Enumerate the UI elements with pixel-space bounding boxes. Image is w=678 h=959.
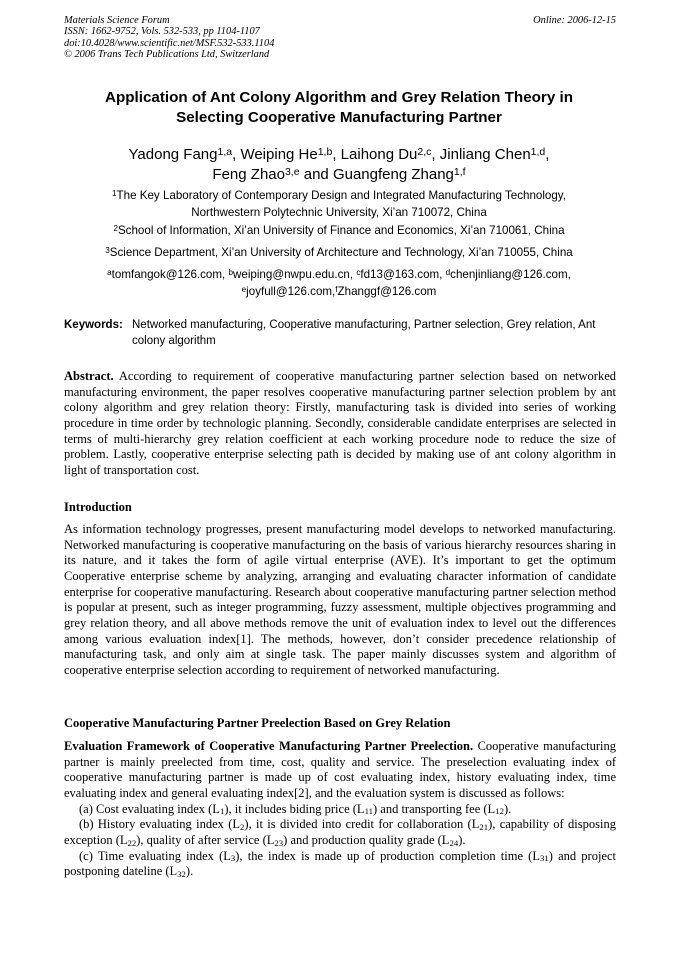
email-address: tomfangok@126.com, [111, 268, 226, 281]
author-name: Weiping He [240, 146, 318, 163]
email-sup: f [335, 284, 338, 294]
affiliation-text: The Key Laboratory of Contemporary Design and Integrated Manufacturing Technology, [116, 189, 566, 202]
subscript: 23 [274, 837, 284, 848]
journal-issn: ISSN: 1662-9752, Vols. 532-533, pp 1104-1107 [64, 26, 260, 38]
list-text: ). [458, 832, 466, 847]
affiliation-1 [40, 188, 638, 221]
journal-name: Materials Science Forum [64, 15, 170, 26]
affiliation-2 [40, 223, 638, 240]
journal-doi: doi:10.4028/www.scientific.net/MSF.532-533.1104 [64, 37, 275, 49]
list-text: ) and production quality grade (L [283, 832, 450, 847]
author-name: Yadong Fang [128, 146, 218, 163]
title-line-1: Application of Ant Colony Algorithm and Grey Relation Theory in [104, 89, 573, 106]
author-emails [40, 267, 638, 300]
author-and: and [303, 165, 329, 183]
author-name: Guangfeng Zhang [332, 165, 454, 183]
subscript: 12 [495, 806, 504, 817]
abstract-label: Abstract. [64, 369, 114, 383]
title-line-2: Selecting Cooperative Manufacturing Partner [176, 108, 502, 126]
abstract [64, 369, 616, 479]
introduction-heading: Introduction [64, 500, 132, 514]
section-text: Cooperative manufacturing partner is mainly preelected from time, cost, quality and service. The preselection evaluating index of cooperative manufacturing partner is made up of cost evaluating index, history evaluating index, time evaluating index and general evaluating index[2], and the evaluation system is discussed as follows: [64, 739, 617, 800]
list-text: ), capability of disposing exception (L [64, 817, 616, 847]
affiliation-text: Science Department, Xi’an University of Architecture and Technology, Xi’an 710055, China [109, 246, 573, 259]
journal-header [64, 15, 616, 61]
author-sup: 1,f [453, 165, 466, 178]
author-name: Jinliang Chen [439, 146, 531, 163]
subscript: 1 [219, 806, 225, 817]
paper-title [40, 88, 638, 127]
author-sup: 2,c [417, 146, 432, 159]
section-body [64, 739, 616, 880]
author-sup: 1,d [530, 146, 546, 159]
list-item-a [64, 802, 616, 818]
email-sup: c [356, 268, 361, 278]
list-text: ). [185, 864, 194, 879]
list-text: ), quality of after service (L [136, 832, 275, 847]
abstract-text: According to requirement of cooperative manufacturing partner selection based on networked manufacturing environment, the paper resolves cooperative manufacturing partner selection problem by ant colony algorithm and grey relation theory: Firstly, manufacturing task is divided into series of working procedure in time order by technologic planning. Secondly, considerable candidate enterprises are selected in terms of multi-hierarchy grey relation coefficient at each working procedure node to reduce the size of problem. Lastly, cooperative enterprise selecting path is decided by making use of ant colony algorithm in light of transportation cost. [64, 369, 617, 477]
journal-copyright: © 2006 Trans Tech Publications Ltd, Switzerland [64, 49, 270, 61]
email-sup: a [107, 268, 112, 278]
email-address: joyfull@126.com, [246, 284, 336, 298]
affiliation-number: 1 [112, 189, 117, 199]
keywords [64, 318, 616, 349]
list-text: ), the index is made up of production completion time (L [235, 848, 540, 863]
email-address: chenjinliang@126.com, [450, 268, 571, 281]
keywords-label: Keywords: [64, 319, 123, 331]
list-text: (a) Cost evaluating index (L [79, 801, 220, 816]
author-sup: 3,e [284, 165, 300, 178]
subscript: 32 [177, 869, 186, 879]
list-text: (c) Time evaluating index (L [79, 848, 231, 863]
online-date: Online: 2006-12-15 [533, 15, 616, 26]
email-sup: e [241, 284, 247, 294]
affiliation-3 [40, 245, 638, 262]
subsection-heading: Evaluation Framework of Cooperative Manufacturing Partner Preelection. [64, 739, 474, 753]
email-address: Zhanggf@126.com [337, 284, 437, 298]
author-sup: 1,a [217, 146, 233, 159]
list-text: (b) History evaluating index (L [79, 817, 241, 832]
section-heading: Cooperative Manufacturing Partner Preelection Based on Grey Relation [64, 716, 451, 730]
email-address: fd13@163.com, [360, 268, 443, 281]
list-text: ). [503, 801, 512, 816]
introduction-text: As information technology progresses, present manufacturing model develops to networked manufacturing. Networked manufacturing is cooperative manufacturing on the basis of various hierarchy resources sharing in its nature, and it takes the form of agile virtual enterprise (AVE). It’s important to get the optimum Cooperative enterprise scheme by analyzing, arranging and evaluating character information of candidate enterprise for cooperative manufacturing. Research about cooperative manufacturing partner selection method is popular at present, such as integer programming, fuzzy assessment, multiple objectives programming and grey relation theory, and all above methods remove the unit of evaluation index to level out the differences among various evaluation index[1]. The methods, however, don’t consider precedence relationship of manufacturing task, and only aim at single task. The paper mainly discusses system and algorithm of cooperative enterprise selection according to requirement of networked manufacturing. [64, 522, 616, 677]
subscript: 22 [127, 837, 137, 848]
author-list: Yadong Fang$^{1,a}$, Weiping He$^{1,b}$, Laihong Du$^{2,c}$, Jinliang Chen$^{1,d}$, Feng Zhao$^{3,e}$ and Guangfeng Zhang$^{1,f}$ [128, 146, 550, 183]
author-sup: 1,b [317, 146, 333, 159]
list-text: ), it includes biding price (L [224, 801, 365, 816]
email-sup: b [228, 268, 234, 278]
email-sup: d [445, 268, 451, 278]
affiliation-number: 2 [113, 224, 118, 234]
list-text: ) and transporting fee (L [373, 801, 496, 816]
list-item-c [64, 849, 616, 880]
author-name: Laihong Du [340, 146, 418, 163]
affiliation-number: 3 [105, 246, 110, 256]
affiliation-text: Northwestern Polytechnic University, Xi’an 710072, China [191, 205, 487, 219]
subscript: 24 [449, 837, 459, 848]
list-text: ) and project postponing dateline (L [64, 848, 616, 879]
subscript: 3 [230, 853, 236, 864]
subscript: 21 [479, 822, 489, 833]
affiliation-text: School of Information, Xi’an University of Finance and Economics, Xi’an 710061, China [117, 224, 565, 237]
keywords-text: Networked manufacturing, Cooperative manufacturing, Partner selection, Grey relation, Ant colony algorithm [132, 319, 596, 347]
subscript: 31 [539, 853, 549, 864]
subscript: 11 [364, 806, 373, 817]
list-item-b [64, 817, 616, 848]
author-name: Feng Zhao [212, 165, 285, 183]
list-text: ), it is divided into credit for collaboration (L [244, 817, 480, 832]
email-address: weiping@nwpu.edu.cn, [233, 268, 354, 281]
subscript: 2 [240, 822, 245, 833]
